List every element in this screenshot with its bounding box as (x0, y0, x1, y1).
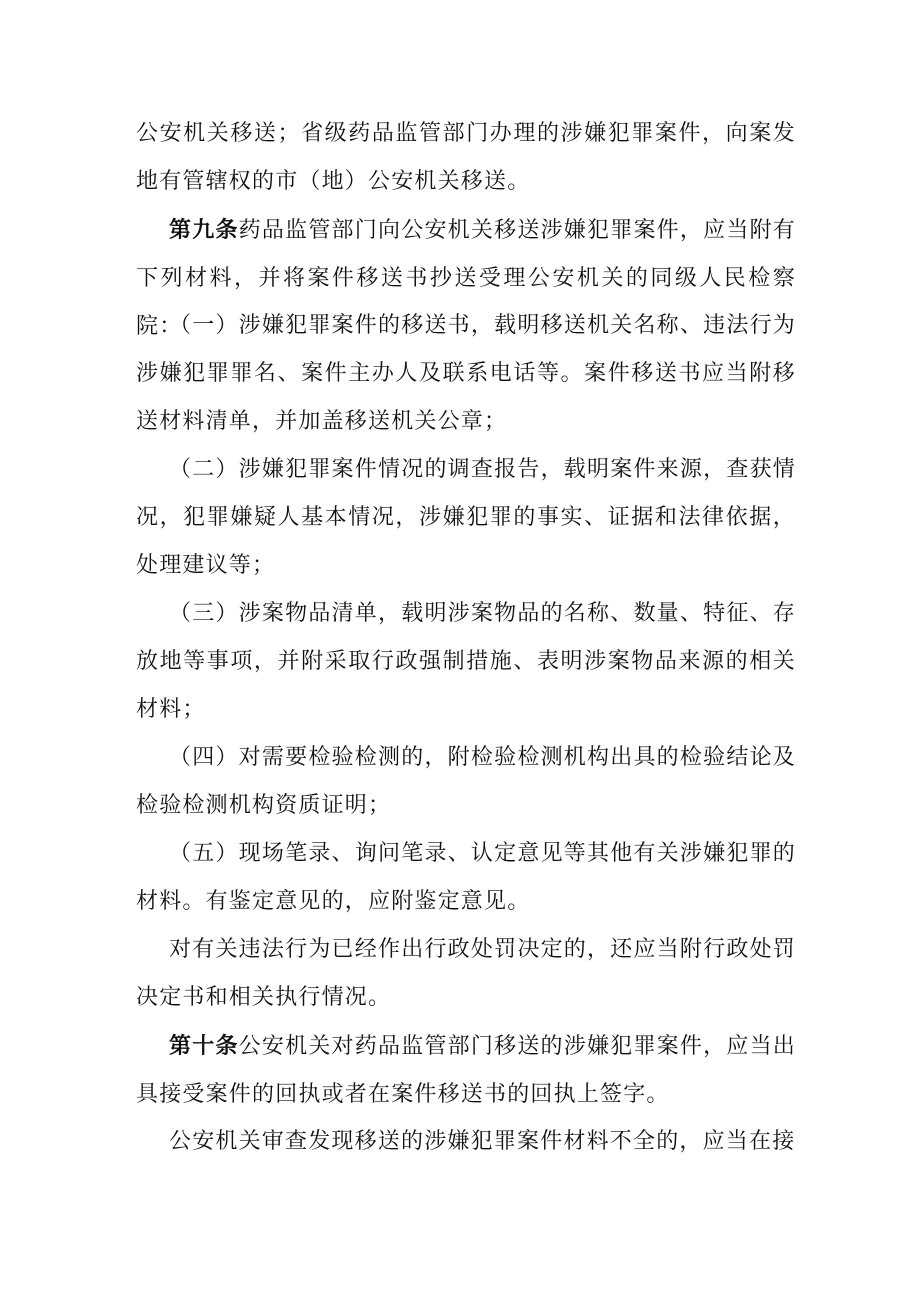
paragraph-incomplete-materials (136, 1118, 796, 1166)
paragraph-text: （一）涉嫌犯罪案件的移送书，载明移送机关名称、违法行为涉嫌犯罪罪名、案件主办人及联系电话等。案件移送书应当附移送材料清单，并加盖移送机关公章； (136, 313, 796, 434)
paragraph-text: （四）对需要检验检测的，附检验检测机构出具的检验结论及检验检测机构资质证明； (136, 745, 796, 818)
paragraph-text: 对有关违法行为已经作出行政处罚决定的，还应当附行政处罚决定书和相关执行情况。 (136, 937, 796, 1010)
article-heading: 第九条 (169, 217, 239, 243)
list-item-4 (136, 734, 796, 830)
list-item-5 (136, 830, 796, 926)
list-item-3 (136, 590, 796, 734)
paragraph-text: （二）涉嫌犯罪案件情况的调查报告，载明案件来源，查获情况，犯罪嫌疑人基本情况，涉嫌犯罪的事实、证据和法律依据，处理建议等； (136, 457, 796, 578)
list-item-2 (136, 446, 796, 590)
paragraph-penalty-decision (136, 926, 796, 1022)
article-10 (136, 1022, 796, 1119)
paragraph-text: 公安机关审查发现移送的涉嫌犯罪案件材料不全的，应当在接 (169, 1129, 796, 1154)
paragraph-continuation (136, 110, 796, 206)
list-item-1 (136, 302, 796, 446)
paragraph-text: （五）现场笔录、询问笔录、认定意见等其他有关涉嫌犯罪的材料。有鉴定意见的，应附鉴定意见。 (136, 841, 796, 914)
article-heading: 第十条 (169, 1033, 239, 1059)
paragraph-text: 公安机关对药品监管部门移送的涉嫌犯罪案件，应当出具接受案件的回执或者在案件移送书的回执上签字。 (136, 1034, 796, 1107)
paragraph-text: 药品监管部门向公安机关移送涉嫌犯罪案件，应当附有下列材料，并将案件移送书抄送受理公安机关的同级人民检察院： (136, 218, 796, 339)
paragraph-text: 公安机关移送；省级药品监管部门办理的涉嫌犯罪案件，向案发地有管辖权的市（地）公安机关移送。 (136, 121, 796, 194)
paragraph-text: （三）涉案物品清单，载明涉案物品的名称、数量、特征、存放地等事项，并附采取行政强制措施、表明涉案物品来源的相关材料； (136, 601, 796, 722)
